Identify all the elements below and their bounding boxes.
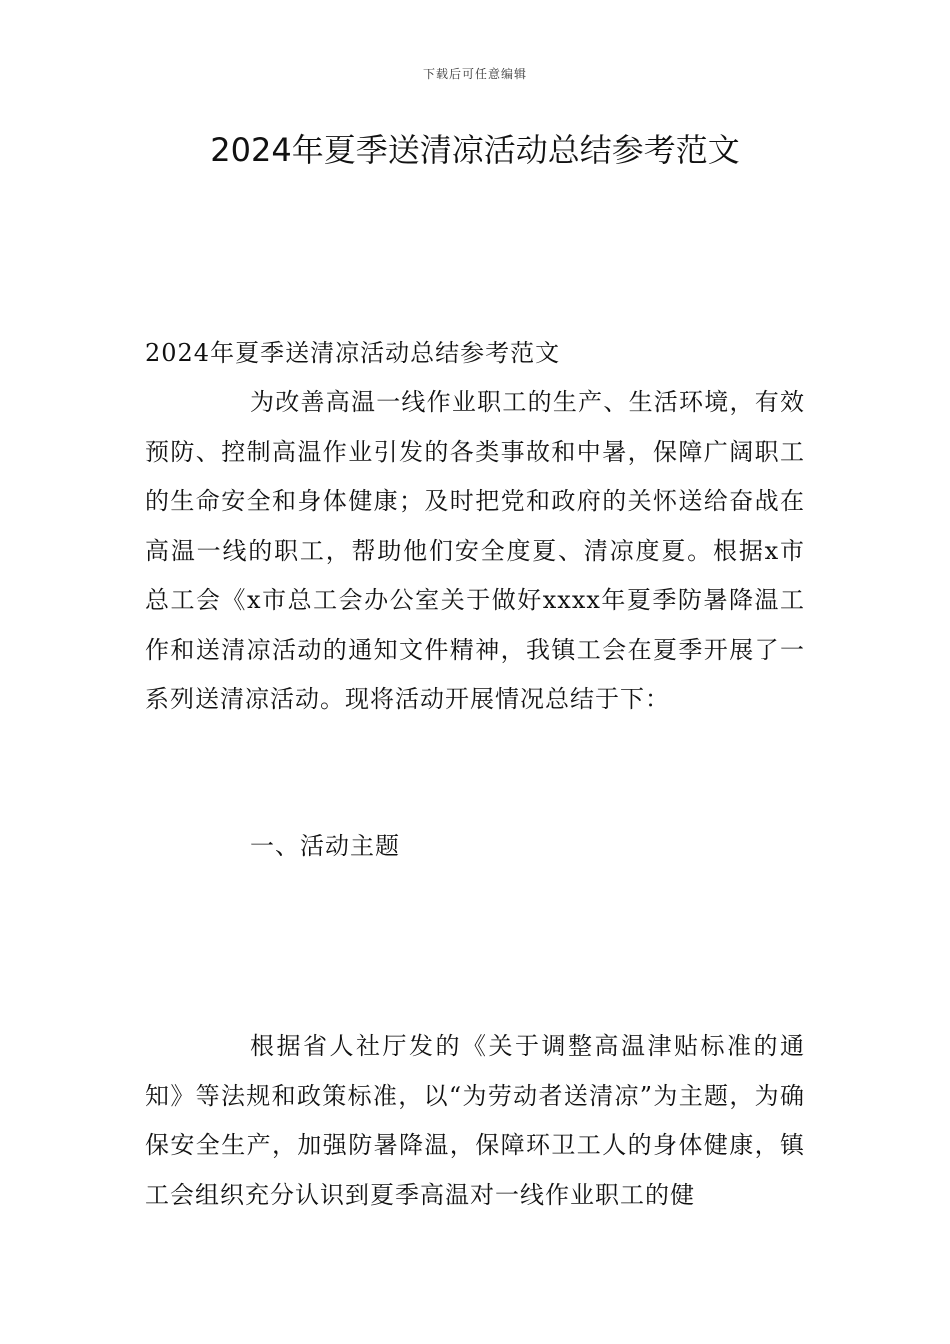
document-subtitle: 2024年夏季送清凉活动总结参考范文 xyxy=(145,339,561,367)
paragraph-intro: 为改善高温一线作业职工的生产、生活环境，有效预防、控制高温作业引发的各类事故和中暑，保障广阔职工的生命安全和身体健康；及时把党和政府的关怀送给奋战在高温一线的职工，帮助他们安全度夏、清凉度夏。根据x市总工会《x市总工会办公室关于做好xxxx年夏季防暑降温工作和送清凉活动的通知文件精神，我镇工会在夏季开展了一系列送清凉活动。现将活动开展情况总结于下： xyxy=(145,388,805,713)
header-note: 下载后可任意编辑 xyxy=(422,67,527,81)
document-title: 2024年夏季送清凉活动总结参考范文 xyxy=(210,131,740,169)
section-heading-activity-theme: 一、活动主题 xyxy=(250,832,400,860)
paragraph-theme: 根据省人社厅发的《关于调整高温津贴标准的通知》等法规和政策标准，以“为劳动者送清凉”为主题，为确保安全生产，加强防暑降温，保障环卫工人的身体健康，镇工会组织充分认识到夏季高温对一线作业职工的健 xyxy=(145,1032,805,1209)
